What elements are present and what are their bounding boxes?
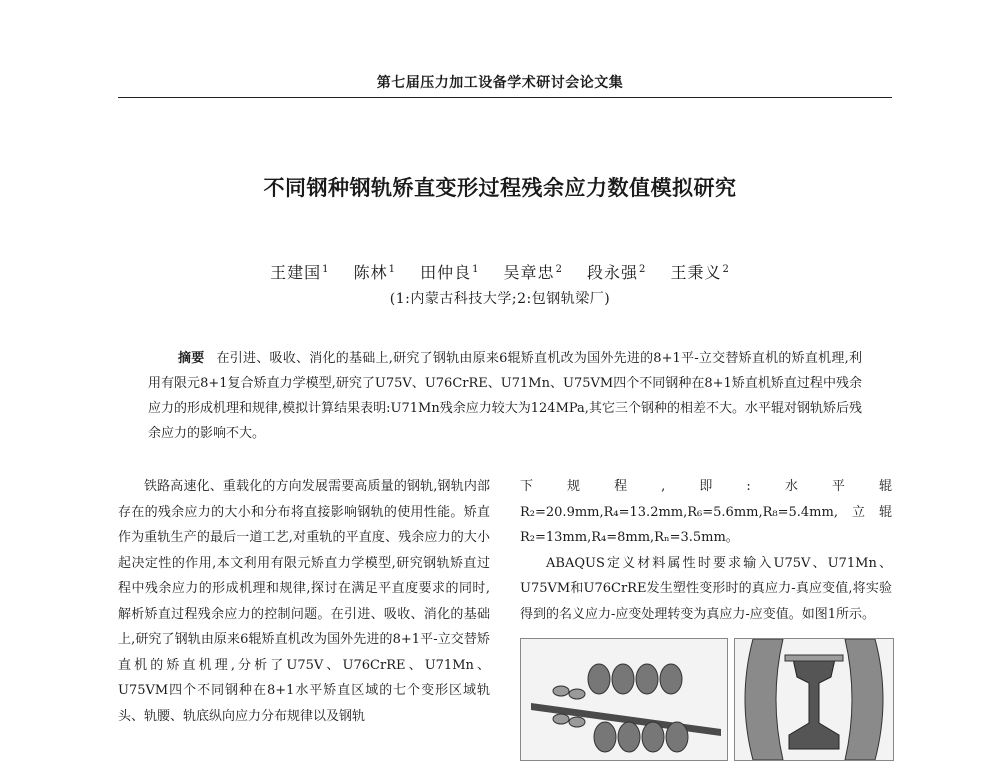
affiliations: (1:内蒙古科技大学;2:包钢轨梁厂) (389, 291, 611, 307)
author: 陈林$^1$ (353, 263, 396, 282)
author: 段永强$^2$ (587, 263, 647, 282)
body-left-column (118, 474, 490, 729)
body-right-column (520, 474, 892, 627)
abaqus-paragraph: ABAQUS定义材料属性时要求输入U75V、U71Mn、U75VM和U76CrRE发生塑性变形时的真应力-真应变值,将实验得到的名义应力-应变处理转变为真应力-应变值。如图1所示。 (520, 555, 892, 622)
running-header: 第七届压力加工设备学术研讨会论文集 (376, 75, 624, 91)
figure-rail-section (734, 638, 894, 761)
paper-title: 不同钢种钢轨矫直变形过程残余应力数值模拟研究 (263, 176, 737, 200)
abstract (148, 346, 862, 446)
header-rule (118, 97, 892, 98)
abstract-label: 摘要 (178, 351, 205, 366)
author: 吴章忠$^2$ (503, 263, 563, 282)
author: 王秉义$^2$ (670, 263, 730, 282)
author: 王建国$^1$ (270, 263, 330, 282)
abstract-text: 在引进、吸收、消化的基础上,研究了钢轨由原来6辊矫直机改为国外先进的8+1平-立交替矫直机的矫直机理,利用有限元8+1复合矫直力学模型,研究了U75V、U76CrRE、U71Mn、U75VM四个不同钢种在8+1矫直机矫直过程中残余应力的形成机理和规律,模拟计算结果表明:U71Mn残余应力较大为124MPa,其它三个钢种的相差不大。水平辊对钢轨矫后残余应力的影响不大。 (148, 351, 862, 441)
author-list (0, 260, 1000, 283)
author: 田仲良$^1$ (420, 263, 480, 282)
roll-schedule-paragraph: 下规程,即:水平辊R₂=20.9mm,R₄=13.2mm,R₆=5.6mm,R₈=5.4mm,立辊R₂=13mm,R₄=8mm,Rₙ=3.5mm。 (520, 479, 892, 545)
figure-straightener-model (520, 638, 728, 761)
intro-paragraph: 铁路高速化、重载化的方向发展需要高质量的钢轨,钢轨内部存在的残余应力的大小和分布将直接影响钢轨的使用性能。矫直作为重轨生产的最后一道工艺,对重轨的平直度、残余应力的大小起决定性的作用,本文利用有限元矫直力学模型,研究钢轨矫直过程中残余应力的形成机理和规律,探讨在满足平直度要求的同时,解析矫直过程残余应力的控制问题。在引进、吸收、消化的基础上,研究了钢轨由原来6辊矫直机改为国外先进的8+1平-立交替矫直机的矫直机理,分析了U75V、U76CrRE、U71Mn、U75VM四个不同钢种在8+1水平矫直区域的七个变形区域轨头、轨腰、轨底纵向应力分布规律以及钢轨 (118, 479, 490, 724)
